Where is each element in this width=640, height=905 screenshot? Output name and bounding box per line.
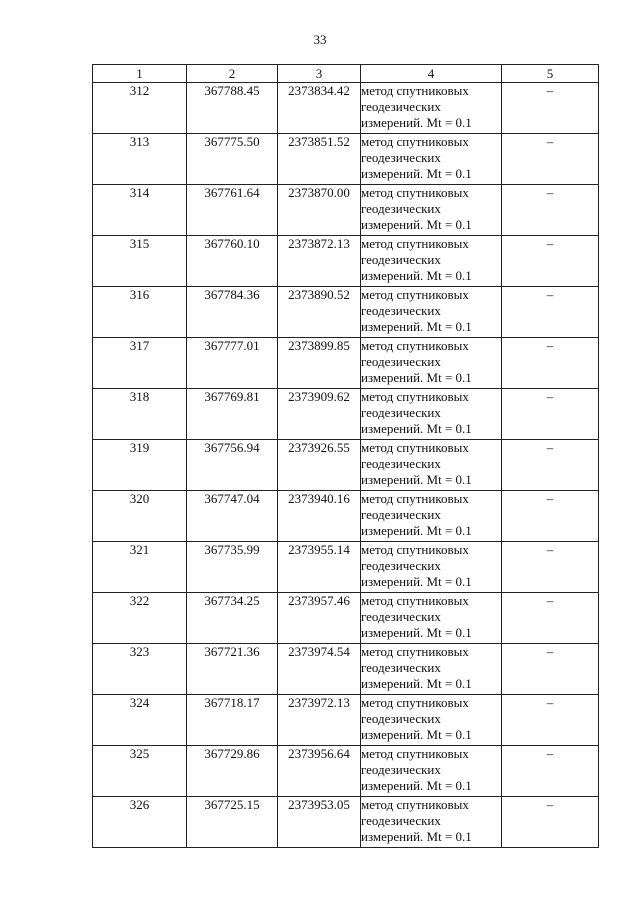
point-number-cell: 326 (93, 797, 187, 848)
y-coordinate-cell: 2373940.16 (278, 491, 361, 542)
point-number-cell: 321 (93, 542, 187, 593)
x-coordinate-cell: 367788.45 (187, 83, 278, 134)
method-description-cell: метод спутниковых геодезических измерений. Mt = 0.1 (361, 542, 502, 593)
method-description-cell: метод спутниковых геодезических измерений. Mt = 0.1 (361, 287, 502, 338)
method-description-cell: метод спутниковых геодезических измерений. Mt = 0.1 (361, 644, 502, 695)
note-cell: – (502, 134, 599, 185)
table-row (93, 185, 599, 236)
x-coordinate-cell: 367761.64 (187, 185, 278, 236)
point-number-cell: 323 (93, 644, 187, 695)
table-row (93, 797, 599, 848)
column-header-4: 4 (361, 65, 502, 83)
y-coordinate-cell: 2373834.42 (278, 83, 361, 134)
note-cell: – (502, 287, 599, 338)
note-cell: – (502, 491, 599, 542)
x-coordinate-cell: 367756.94 (187, 440, 278, 491)
x-coordinate-cell: 367721.36 (187, 644, 278, 695)
method-description-cell: метод спутниковых геодезических измерений. Mt = 0.1 (361, 440, 502, 491)
point-number-cell: 324 (93, 695, 187, 746)
table-body (93, 83, 599, 848)
note-cell: – (502, 185, 599, 236)
method-description-cell: метод спутниковых геодезических измерений. Mt = 0.1 (361, 797, 502, 848)
point-number-cell: 315 (93, 236, 187, 287)
x-coordinate-cell: 367769.81 (187, 389, 278, 440)
y-coordinate-cell: 2373899.85 (278, 338, 361, 389)
table-row (93, 236, 599, 287)
y-coordinate-cell: 2373956.64 (278, 746, 361, 797)
y-coordinate-cell: 2373972.13 (278, 695, 361, 746)
method-description-cell: метод спутниковых геодезических измерений. Mt = 0.1 (361, 491, 502, 542)
table-row (93, 644, 599, 695)
note-cell: – (502, 338, 599, 389)
column-header-2: 2 (187, 65, 278, 83)
column-header-5: 5 (502, 65, 599, 83)
table-row (93, 338, 599, 389)
point-number-cell: 312 (93, 83, 187, 134)
x-coordinate-cell: 367734.25 (187, 593, 278, 644)
note-cell: – (502, 389, 599, 440)
table-row (93, 389, 599, 440)
y-coordinate-cell: 2373851.52 (278, 134, 361, 185)
method-description-cell: метод спутниковых геодезических измерений. Mt = 0.1 (361, 134, 502, 185)
method-description-cell: метод спутниковых геодезических измерений. Mt = 0.1 (361, 338, 502, 389)
y-coordinate-cell: 2373872.13 (278, 236, 361, 287)
page-number: 33 (313, 32, 327, 47)
note-cell: – (502, 695, 599, 746)
note-cell: – (502, 797, 599, 848)
y-coordinate-cell: 2373953.05 (278, 797, 361, 848)
method-description-cell: метод спутниковых геодезических измерений. Mt = 0.1 (361, 185, 502, 236)
x-coordinate-cell: 367747.04 (187, 491, 278, 542)
table-row (93, 593, 599, 644)
point-number-cell: 317 (93, 338, 187, 389)
column-header-1: 1 (93, 65, 187, 83)
x-coordinate-cell: 367775.50 (187, 134, 278, 185)
point-number-cell: 319 (93, 440, 187, 491)
table-row (93, 134, 599, 185)
y-coordinate-cell: 2373890.52 (278, 287, 361, 338)
y-coordinate-cell: 2373870.00 (278, 185, 361, 236)
point-number-cell: 325 (93, 746, 187, 797)
point-number-cell: 318 (93, 389, 187, 440)
note-cell: – (502, 83, 599, 134)
x-coordinate-cell: 367729.86 (187, 746, 278, 797)
point-number-cell: 316 (93, 287, 187, 338)
coordinates-table (92, 64, 599, 848)
x-coordinate-cell: 367725.15 (187, 797, 278, 848)
x-coordinate-cell: 367777.01 (187, 338, 278, 389)
note-cell: – (502, 593, 599, 644)
method-description-cell: метод спутниковых геодезических измерений. Mt = 0.1 (361, 236, 502, 287)
method-description-cell: метод спутниковых геодезических измерений. Mt = 0.1 (361, 389, 502, 440)
method-description-cell: метод спутниковых геодезических измерений. Mt = 0.1 (361, 746, 502, 797)
note-cell: – (502, 236, 599, 287)
y-coordinate-cell: 2373909.62 (278, 389, 361, 440)
note-cell: – (502, 746, 599, 797)
x-coordinate-cell: 367784.36 (187, 287, 278, 338)
method-description-cell: метод спутниковых геодезических измерений. Mt = 0.1 (361, 695, 502, 746)
note-cell: – (502, 542, 599, 593)
x-coordinate-cell: 367735.99 (187, 542, 278, 593)
y-coordinate-cell: 2373957.46 (278, 593, 361, 644)
table-row (93, 83, 599, 134)
y-coordinate-cell: 2373955.14 (278, 542, 361, 593)
y-coordinate-cell: 2373974.54 (278, 644, 361, 695)
point-number-cell: 313 (93, 134, 187, 185)
note-cell: – (502, 440, 599, 491)
y-coordinate-cell: 2373926.55 (278, 440, 361, 491)
table-row (93, 440, 599, 491)
table-row (93, 746, 599, 797)
header-row (93, 65, 599, 83)
x-coordinate-cell: 367760.10 (187, 236, 278, 287)
method-description-cell: метод спутниковых геодезических измерений. Mt = 0.1 (361, 83, 502, 134)
note-cell: – (502, 644, 599, 695)
x-coordinate-cell: 367718.17 (187, 695, 278, 746)
table-row (93, 287, 599, 338)
table-row (93, 491, 599, 542)
point-number-cell: 314 (93, 185, 187, 236)
column-header-3: 3 (278, 65, 361, 83)
table-header (93, 65, 599, 83)
table-row (93, 542, 599, 593)
point-number-cell: 322 (93, 593, 187, 644)
method-description-cell: метод спутниковых геодезических измерений. Mt = 0.1 (361, 593, 502, 644)
table-row (93, 695, 599, 746)
point-number-cell: 320 (93, 491, 187, 542)
